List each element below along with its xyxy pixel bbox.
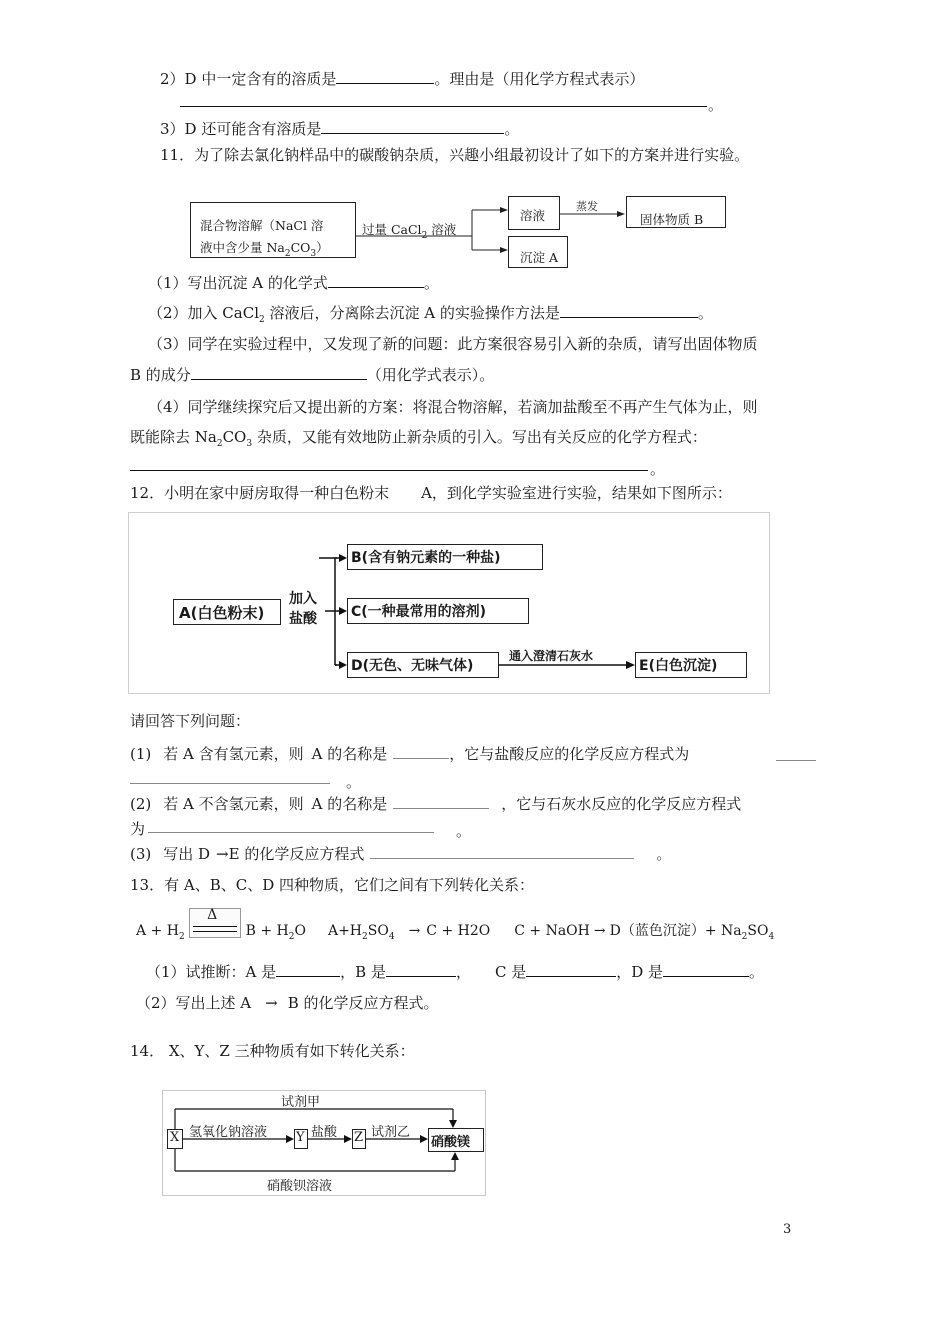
q11-reagent-label: 过量 CaCl$_2$ 溶液 bbox=[362, 222, 457, 241]
q13-delta-label: Δ bbox=[207, 907, 218, 923]
q14-label-y: Y bbox=[296, 1130, 305, 1145]
q12-part3-blank[interactable] bbox=[370, 857, 634, 859]
q12-part2-end: 。 bbox=[456, 822, 472, 840]
q12-add-label-2: 盐酸 bbox=[289, 611, 317, 627]
q14-intro: 14． X、Y、Z 三种物质有如下转化关系： bbox=[130, 1042, 415, 1060]
q12-part3: (3) 写出 D →E 的化学反应方程式 。 bbox=[130, 845, 672, 863]
q12-label-a: A(白色粉末) bbox=[179, 604, 265, 622]
q11-part1-text: （1）写出沉淀 A 的化学式 bbox=[148, 274, 328, 292]
q14-hcl-label: 盐酸 bbox=[311, 1125, 338, 1140]
q11-solution-label: 溶液 bbox=[520, 208, 546, 223]
q12-label-b: B(含有钠元素的一种盐) bbox=[351, 550, 501, 566]
q13-heating-sign bbox=[189, 907, 241, 938]
q12-label-d: D(无色、无味气体) bbox=[351, 658, 474, 674]
q12-part2: (2) 若 A 不含氢元素，则 A 的名称是 ，它与石灰水反应的化学反应方程式 bbox=[130, 795, 742, 813]
q11-part2: （2）加入 CaCl$_2$ 溶液后，分离除去沉淀 A 的实验操作方法是 。 bbox=[148, 304, 713, 325]
q13-b-blank[interactable] bbox=[386, 975, 456, 977]
q13-part2: （2）写出上述 A → B 的化学反应方程式。 bbox=[136, 994, 439, 1012]
q11-part1: （1）写出沉淀 A 的化学式 。 bbox=[148, 274, 439, 292]
page-number: 3 bbox=[783, 1222, 792, 1237]
q11-evaporate-label: 蒸发 bbox=[576, 200, 598, 213]
q12-part2-name-blank[interactable] bbox=[393, 807, 489, 809]
q11-part4-line2: 既能除去 $Na_2CO_3$ 杂质，又能有效地防止新杂质的引入。写出有关反应的化学方程式： bbox=[130, 428, 707, 449]
q14-label-x: X bbox=[170, 1130, 180, 1145]
q10-part2-end: 。 bbox=[708, 96, 724, 114]
q12-part2-line2: 为 bbox=[130, 820, 146, 838]
q13-a-blank[interactable] bbox=[276, 975, 340, 977]
q10-part2-line bbox=[160, 68, 644, 89]
q10-part3-text: 3）D 还可能含有溶质是 bbox=[160, 120, 322, 138]
q12-part1-end: 。 bbox=[346, 773, 362, 791]
q10-part2-answer-line[interactable] bbox=[180, 106, 707, 107]
q10-part3-blank[interactable] bbox=[321, 132, 504, 134]
q11-flow-diagram bbox=[190, 192, 730, 270]
q12-add-label-1: 加入 bbox=[289, 591, 317, 607]
q14-reagent-b-label: 试剂乙 bbox=[371, 1125, 411, 1140]
q11-part2-text-b: 溶液后，分离除去沉淀 A 的实验操作方法是 bbox=[264, 304, 560, 322]
q11-precipitate-label: 沉淀 A bbox=[520, 250, 559, 265]
q12-prompt: 请回答下列问题： bbox=[130, 712, 251, 730]
q11-part1-blank[interactable] bbox=[328, 286, 424, 288]
q14-naoh-label: 氢氧化钠溶液 bbox=[189, 1125, 268, 1140]
q13-c-blank[interactable] bbox=[526, 975, 616, 977]
q10-part2-text-b: 。理由是（用化学方程式表示） bbox=[434, 70, 645, 88]
q12-part1: (1) 若 A 含有氢元素，则 A 的名称是 ，它与盐酸反应的化学反应方程式为 bbox=[130, 745, 690, 763]
q11-part4-answer-line[interactable] bbox=[130, 470, 648, 471]
q12-part1-eq-blank-b[interactable] bbox=[130, 783, 330, 784]
q11-start-line2: 液中含少量 $Na_2CO_3$） bbox=[200, 240, 329, 259]
q10-part3-line bbox=[160, 118, 519, 139]
q11-intro: 11．为了除去氯化钠样品中的碳酸钠杂质，兴趣小组最初设计了如下的方案并进行实验。 bbox=[160, 146, 750, 164]
q12-flow-diagram bbox=[128, 512, 770, 694]
q11-part4-end: 。 bbox=[650, 460, 666, 478]
q11-part3-line2: B 的成分 （用化学式表示）。 bbox=[130, 366, 495, 384]
q14-ba-nitrate-label: 硝酸钡溶液 bbox=[267, 1179, 333, 1194]
q12-intro: 12．小明在家中厨房取得一种白色粉末 A，到化学实验室进行实验，结果如下图所示： bbox=[130, 484, 732, 502]
q14-flow-diagram bbox=[162, 1090, 486, 1196]
q11-part2-text-a: （2）加入 CaCl bbox=[148, 304, 260, 322]
q12-label-e: E(白色沉淀) bbox=[639, 658, 718, 674]
q12-label-c: C(一种最常用的溶剂) bbox=[351, 604, 487, 620]
q10-part2-blank[interactable] bbox=[336, 82, 434, 84]
q11-part4-line1: （4）同学继续探究后又提出新的方案：将混合物溶解，若滴加盐酸至不再产生气体为止，则 bbox=[148, 398, 758, 416]
q11-start-line1: 混合物溶解（NaCl 溶 bbox=[200, 218, 324, 233]
q13-d-blank[interactable] bbox=[663, 975, 749, 977]
q12-part1-name-blank[interactable] bbox=[393, 757, 449, 759]
q12-part1-eq-blank-a[interactable] bbox=[776, 760, 816, 761]
q14-label-z: Z bbox=[354, 1130, 364, 1145]
q13-part1: （1）试推断：A 是 ，B 是 ， C 是 ，D 是 。 bbox=[146, 963, 765, 981]
q14-product-label: 硝酸镁 bbox=[431, 1135, 471, 1150]
q10-part3-end: 。 bbox=[504, 120, 520, 138]
q13-equations: $A + H_2$ Δ $B + H_2O$ $A+H_2SO_4 \to C + H2O$ C + NaOH → D（蓝色沉淀）+ $Na_2SO_4$ bbox=[136, 907, 775, 942]
q11-part3-line1: （3）同学在实验过程中，又发现了新的问题：此方案很容易引入新的杂质，请写出固体物质 bbox=[148, 335, 758, 353]
q10-part2-text-a: 2）D 中一定含有的溶质是 bbox=[160, 70, 337, 88]
q12-part2-eq-blank[interactable] bbox=[148, 832, 434, 833]
q11-solid-b-label: 固体物质 B bbox=[640, 212, 704, 227]
q14-reagent-a-label: 试剂甲 bbox=[281, 1095, 321, 1110]
q11-part2-blank[interactable] bbox=[560, 316, 698, 318]
q13-intro: 13．有 A、B、C、D 四种物质，它们之间有下列转化关系： bbox=[130, 876, 534, 894]
q12-limewater-label: 通入澄清石灰水 bbox=[509, 649, 594, 663]
q11-part3-blank[interactable] bbox=[191, 378, 367, 380]
